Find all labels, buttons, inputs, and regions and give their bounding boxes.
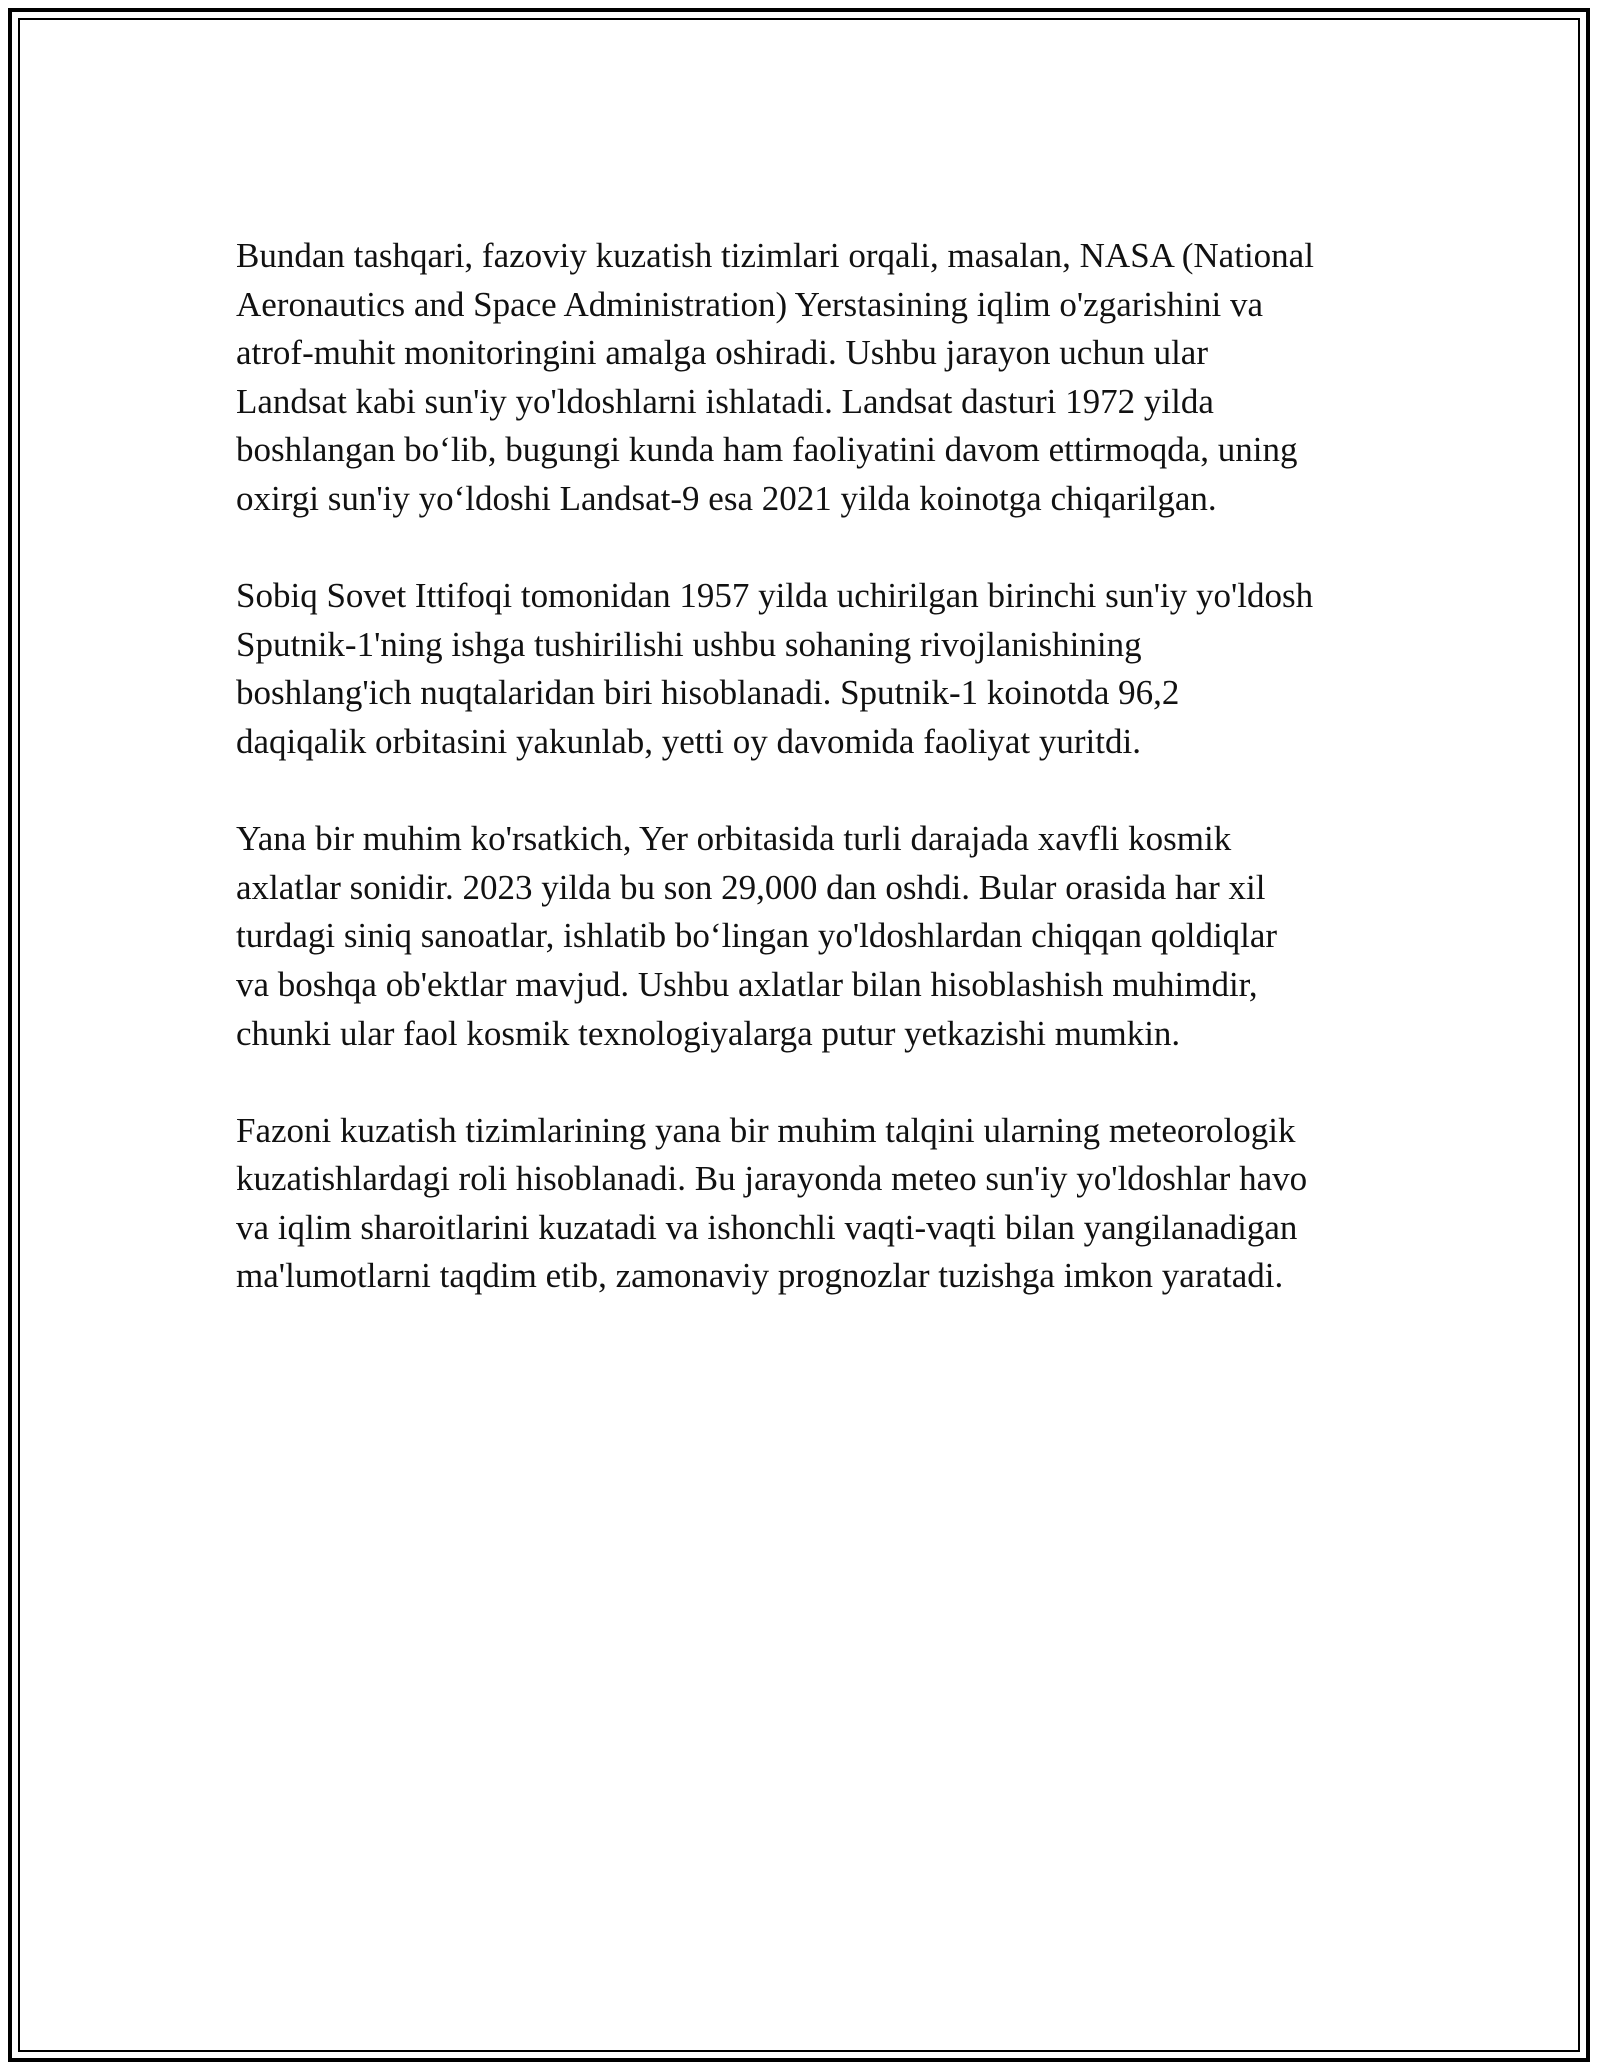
paragraph-meteorology: Fazoni kuzatish tizimlarining yana bir muhim talqini ularning meteorologik kuzatishlardagi roli hisoblanadi. Bu jarayonda meteo sun'iy yo'ldoshlar havo va iqlim sharoitlarini kuzatadi va ishonchli vaqti-vaqti bilan yangilanadigan ma'lumotlarni taqdim etib, zamonaviy prognozlar tuzishga imkon yaratadi. — [236, 1110, 1308, 1296]
paragraph-landsat: Bundan tashqari, fazoviy kuzatish tizimlari orqali, masalan, NASA (National Aeronautics and Space Administration) Yerstasining iqlim o'zgarishini va atrof-muhit monitoringini amalga oshiradi. Ushbu jarayon uchun ular Landsat kabi sun'iy yo'ldoshlarni ishlatadi. Landsat dasturi 1972 yilda boshlangan bo‘lib, bugungi kunda ham faoliyatini davom ettirmoqda, uning oxirgi sun'iy yo‘ldoshi Landsat-9 esa 2021 yilda koinotga chiqarilgan. — [236, 236, 1314, 518]
document-body — [236, 232, 1386, 1350]
paragraph-sputnik: Sobiq Sovet Ittifoqi tomonidan 1957 yilda uchirilgan birinchi sun'iy yo'ldosh Sputnik-1'ning ishga tushirilishi ushbu sohaning rivojlanishining boshlang'ich nuqtalaridan biri hisoblanadi. Sputnik-1 koinotda 96,2 daqiqalik orbitasini yakunlab, yetti oy davomida faoliyat yuritdi. — [236, 576, 1314, 761]
paragraph-space-debris: Yana bir muhim ko'rsatkich, Yer orbitasida turli darajada xavfli kosmik axlatlar sonidir. 2023 yilda bu son 29,000 dan oshdi. Bular orasida har xil turdagi siniq sanoatlar, ishlatib bo‘lingan yo'ldoshlardan chiqqan qoldiqlar va boshqa ob'ektlar mavjud. Ushbu axlatlar bilan hisoblashish muhimdir, chunki ular faol kosmik texnologiyalarga putur yetkazishi mumkin. — [236, 819, 1278, 1053]
